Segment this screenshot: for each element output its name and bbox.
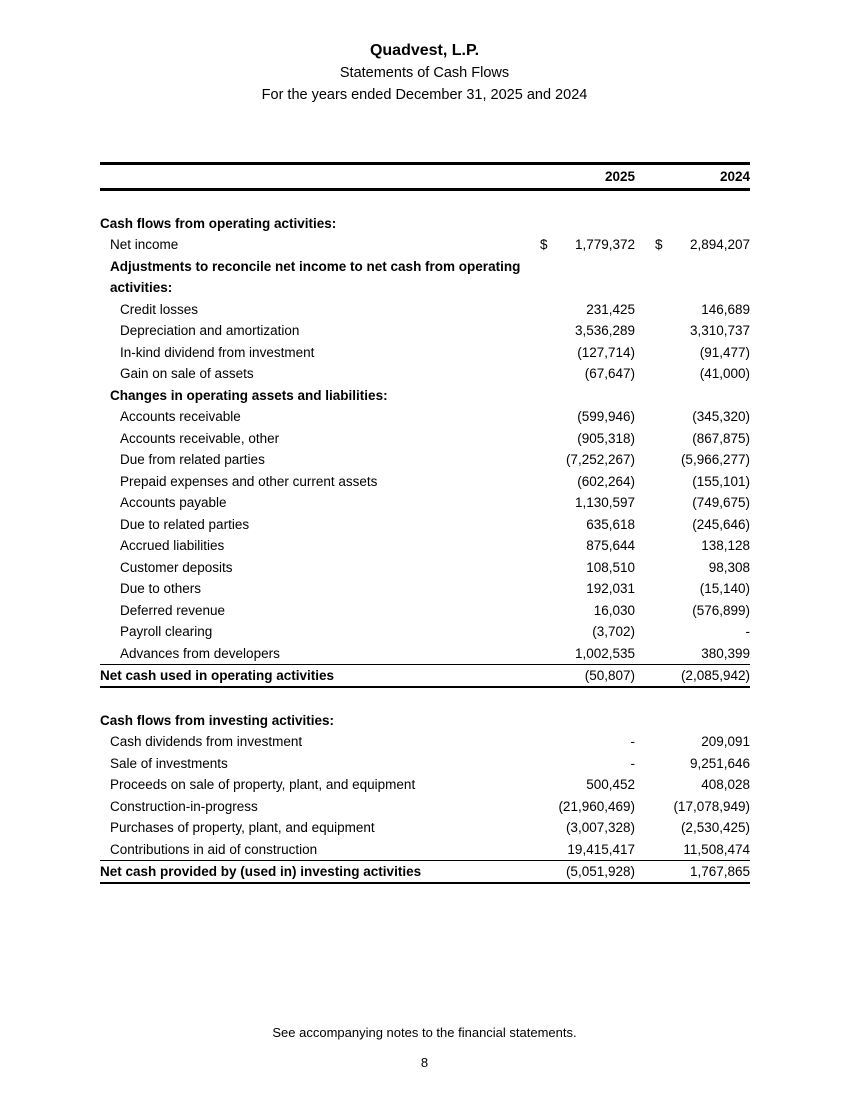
value-2024: (5,966,277)	[680, 452, 750, 467]
value-2025: (3,007,328)	[565, 820, 635, 835]
table-row	[100, 753, 750, 775]
value-2024: (15,140)	[699, 581, 750, 596]
value-2024: (749,675)	[692, 495, 750, 510]
value-2025: (905,318)	[577, 430, 635, 446]
row-label: Payroll clearing	[120, 624, 213, 639]
value-2025: 231,425	[586, 301, 635, 317]
value-2025: (127,714)	[577, 344, 635, 360]
operating-heading-label: Cash flows from operating activities:	[100, 215, 337, 231]
table-row	[100, 731, 750, 753]
footer-note: See accompanying notes to the financial statements.	[272, 1025, 577, 1040]
value-2025: 192,031	[586, 581, 635, 596]
value-2024: 146,689	[701, 301, 750, 317]
section-heading-operating	[100, 213, 750, 235]
value-2024: -	[745, 624, 750, 639]
value-2025: 1,779,372	[574, 237, 635, 252]
investing-heading-label: Cash flows from investing activities:	[100, 712, 335, 728]
value-2024: (17,078,949)	[673, 798, 750, 814]
table-row	[100, 428, 750, 450]
value-2024: (41,000)	[699, 366, 750, 381]
adjustments-heading-line1: Adjustments to reconcile net income to net cash from operating	[110, 258, 521, 274]
row-label: Construction-in-progress	[110, 798, 258, 814]
value-2024: (155,101)	[692, 473, 750, 489]
row-label: Proceeds on sale of property, plant, and equipment	[110, 777, 416, 792]
row-label: Contributions in aid of construction	[110, 841, 318, 857]
row-label: Depreciation and amortization	[120, 323, 300, 338]
table-row	[100, 600, 750, 622]
row-label: Accrued liabilities	[120, 538, 225, 553]
row-label: Advances from developers	[120, 645, 280, 661]
value-2024: 138,128	[701, 538, 750, 553]
value-2025: 635,618	[586, 516, 635, 532]
company-name: Quadvest, L.P.	[369, 42, 480, 59]
value-2025: (50,807)	[584, 668, 635, 683]
column-header-2025: 2025	[604, 169, 635, 184]
column-header-2024: 2024	[719, 169, 750, 184]
table-row	[100, 449, 750, 471]
adjustments-heading	[100, 256, 750, 278]
table-row	[100, 839, 750, 861]
table-row	[100, 796, 750, 818]
total-row-investing	[100, 860, 750, 884]
currency-symbol: $	[540, 237, 548, 252]
row-label: Net cash provided by (used in) investing activities	[100, 864, 422, 879]
currency-symbol: $	[655, 237, 663, 252]
row-label: Prepaid expenses and other current assets	[120, 473, 378, 489]
statement-title: Statements of Cash Flows	[339, 65, 510, 81]
value-2025: 500,452	[586, 777, 635, 792]
row-label: Accounts receivable, other	[120, 430, 280, 446]
value-2024: 9,251,646	[689, 755, 750, 771]
table-row	[100, 535, 750, 557]
row-label: Cash dividends from investment	[110, 734, 303, 749]
value-2025: (67,647)	[584, 366, 635, 381]
row-label: Customer deposits	[120, 559, 233, 575]
value-2025: (21,960,469)	[558, 798, 635, 814]
value-2025: (3,702)	[592, 624, 635, 639]
row-label: Sale of investments	[110, 755, 228, 771]
table-row	[100, 774, 750, 796]
section-heading-investing	[100, 710, 750, 732]
row-label: Purchases of property, plant, and equipment	[110, 820, 375, 835]
row-label: Accounts receivable	[120, 409, 241, 424]
value-2025: (5,051,928)	[565, 864, 635, 879]
value-2024: (245,646)	[692, 516, 750, 532]
changes-heading	[100, 385, 750, 407]
value-2024: (345,320)	[692, 409, 750, 424]
spacer	[100, 191, 750, 213]
table-row	[100, 363, 750, 385]
value-2025: 875,644	[586, 538, 635, 553]
table-row	[100, 514, 750, 536]
value-2024: (867,875)	[692, 430, 750, 446]
value-2024: 98,308	[708, 559, 750, 575]
table-row	[100, 320, 750, 342]
value-2025: 1,130,597	[574, 495, 635, 510]
cash-flow-table	[100, 162, 750, 884]
row-label: Net income	[110, 237, 179, 252]
row-label: Credit losses	[120, 301, 199, 317]
value-2024: 380,399	[701, 645, 750, 661]
spacer	[100, 688, 750, 710]
row-label: Net cash used in operating activities	[100, 668, 335, 683]
adjustments-heading-line2: activities:	[110, 280, 173, 295]
value-2025: -	[630, 755, 635, 771]
statement-header	[0, 40, 849, 106]
table-row	[100, 578, 750, 600]
table-row	[100, 342, 750, 364]
value-2024: 408,028	[701, 777, 750, 792]
statement-period: For the years ended December 31, 2025 and 2024	[261, 87, 588, 103]
row-label: Due to others	[120, 581, 202, 596]
table-row	[100, 406, 750, 428]
value-2025: (599,946)	[577, 409, 635, 424]
value-2024: (91,477)	[699, 344, 750, 360]
row-label: In-kind dividend from investment	[120, 344, 315, 360]
page-number: 8	[420, 1055, 429, 1070]
value-2025: 19,415,417	[567, 841, 635, 857]
table-row	[100, 471, 750, 493]
row-label: Due to related parties	[120, 516, 250, 532]
table-row	[100, 621, 750, 643]
row-label: Gain on sale of assets	[120, 366, 254, 381]
value-2025: 3,536,289	[574, 323, 635, 338]
value-2024: 1,767,865	[689, 864, 750, 879]
adjustments-heading-cont	[100, 277, 750, 299]
value-2024: (576,899)	[692, 602, 750, 618]
value-2025: 1,002,535	[574, 645, 635, 661]
value-2025: -	[630, 734, 635, 749]
value-2024: 209,091	[701, 734, 750, 749]
row-label: Due from related parties	[120, 452, 265, 467]
value-2025: (7,252,267)	[565, 452, 635, 467]
changes-heading-label: Changes in operating assets and liabilities:	[110, 387, 388, 403]
table-row	[100, 643, 750, 665]
row-label: Accounts payable	[120, 495, 227, 510]
value-2025: (602,264)	[577, 473, 635, 489]
total-row-operating	[100, 664, 750, 688]
table-row	[100, 557, 750, 579]
table-row	[100, 299, 750, 321]
value-2024: (2,085,942)	[680, 668, 750, 683]
value-2025: 16,030	[593, 602, 635, 618]
table-row	[100, 817, 750, 839]
table-row	[100, 492, 750, 514]
row-label: Deferred revenue	[120, 602, 226, 618]
value-2024: 3,310,737	[689, 323, 750, 338]
value-2024: (2,530,425)	[680, 820, 750, 835]
value-2024: 11,508,474	[683, 841, 750, 857]
table-row-net-income	[100, 234, 750, 256]
value-2025: 108,510	[586, 559, 635, 575]
value-2024: 2,894,207	[689, 237, 750, 252]
column-header-row	[100, 165, 750, 191]
